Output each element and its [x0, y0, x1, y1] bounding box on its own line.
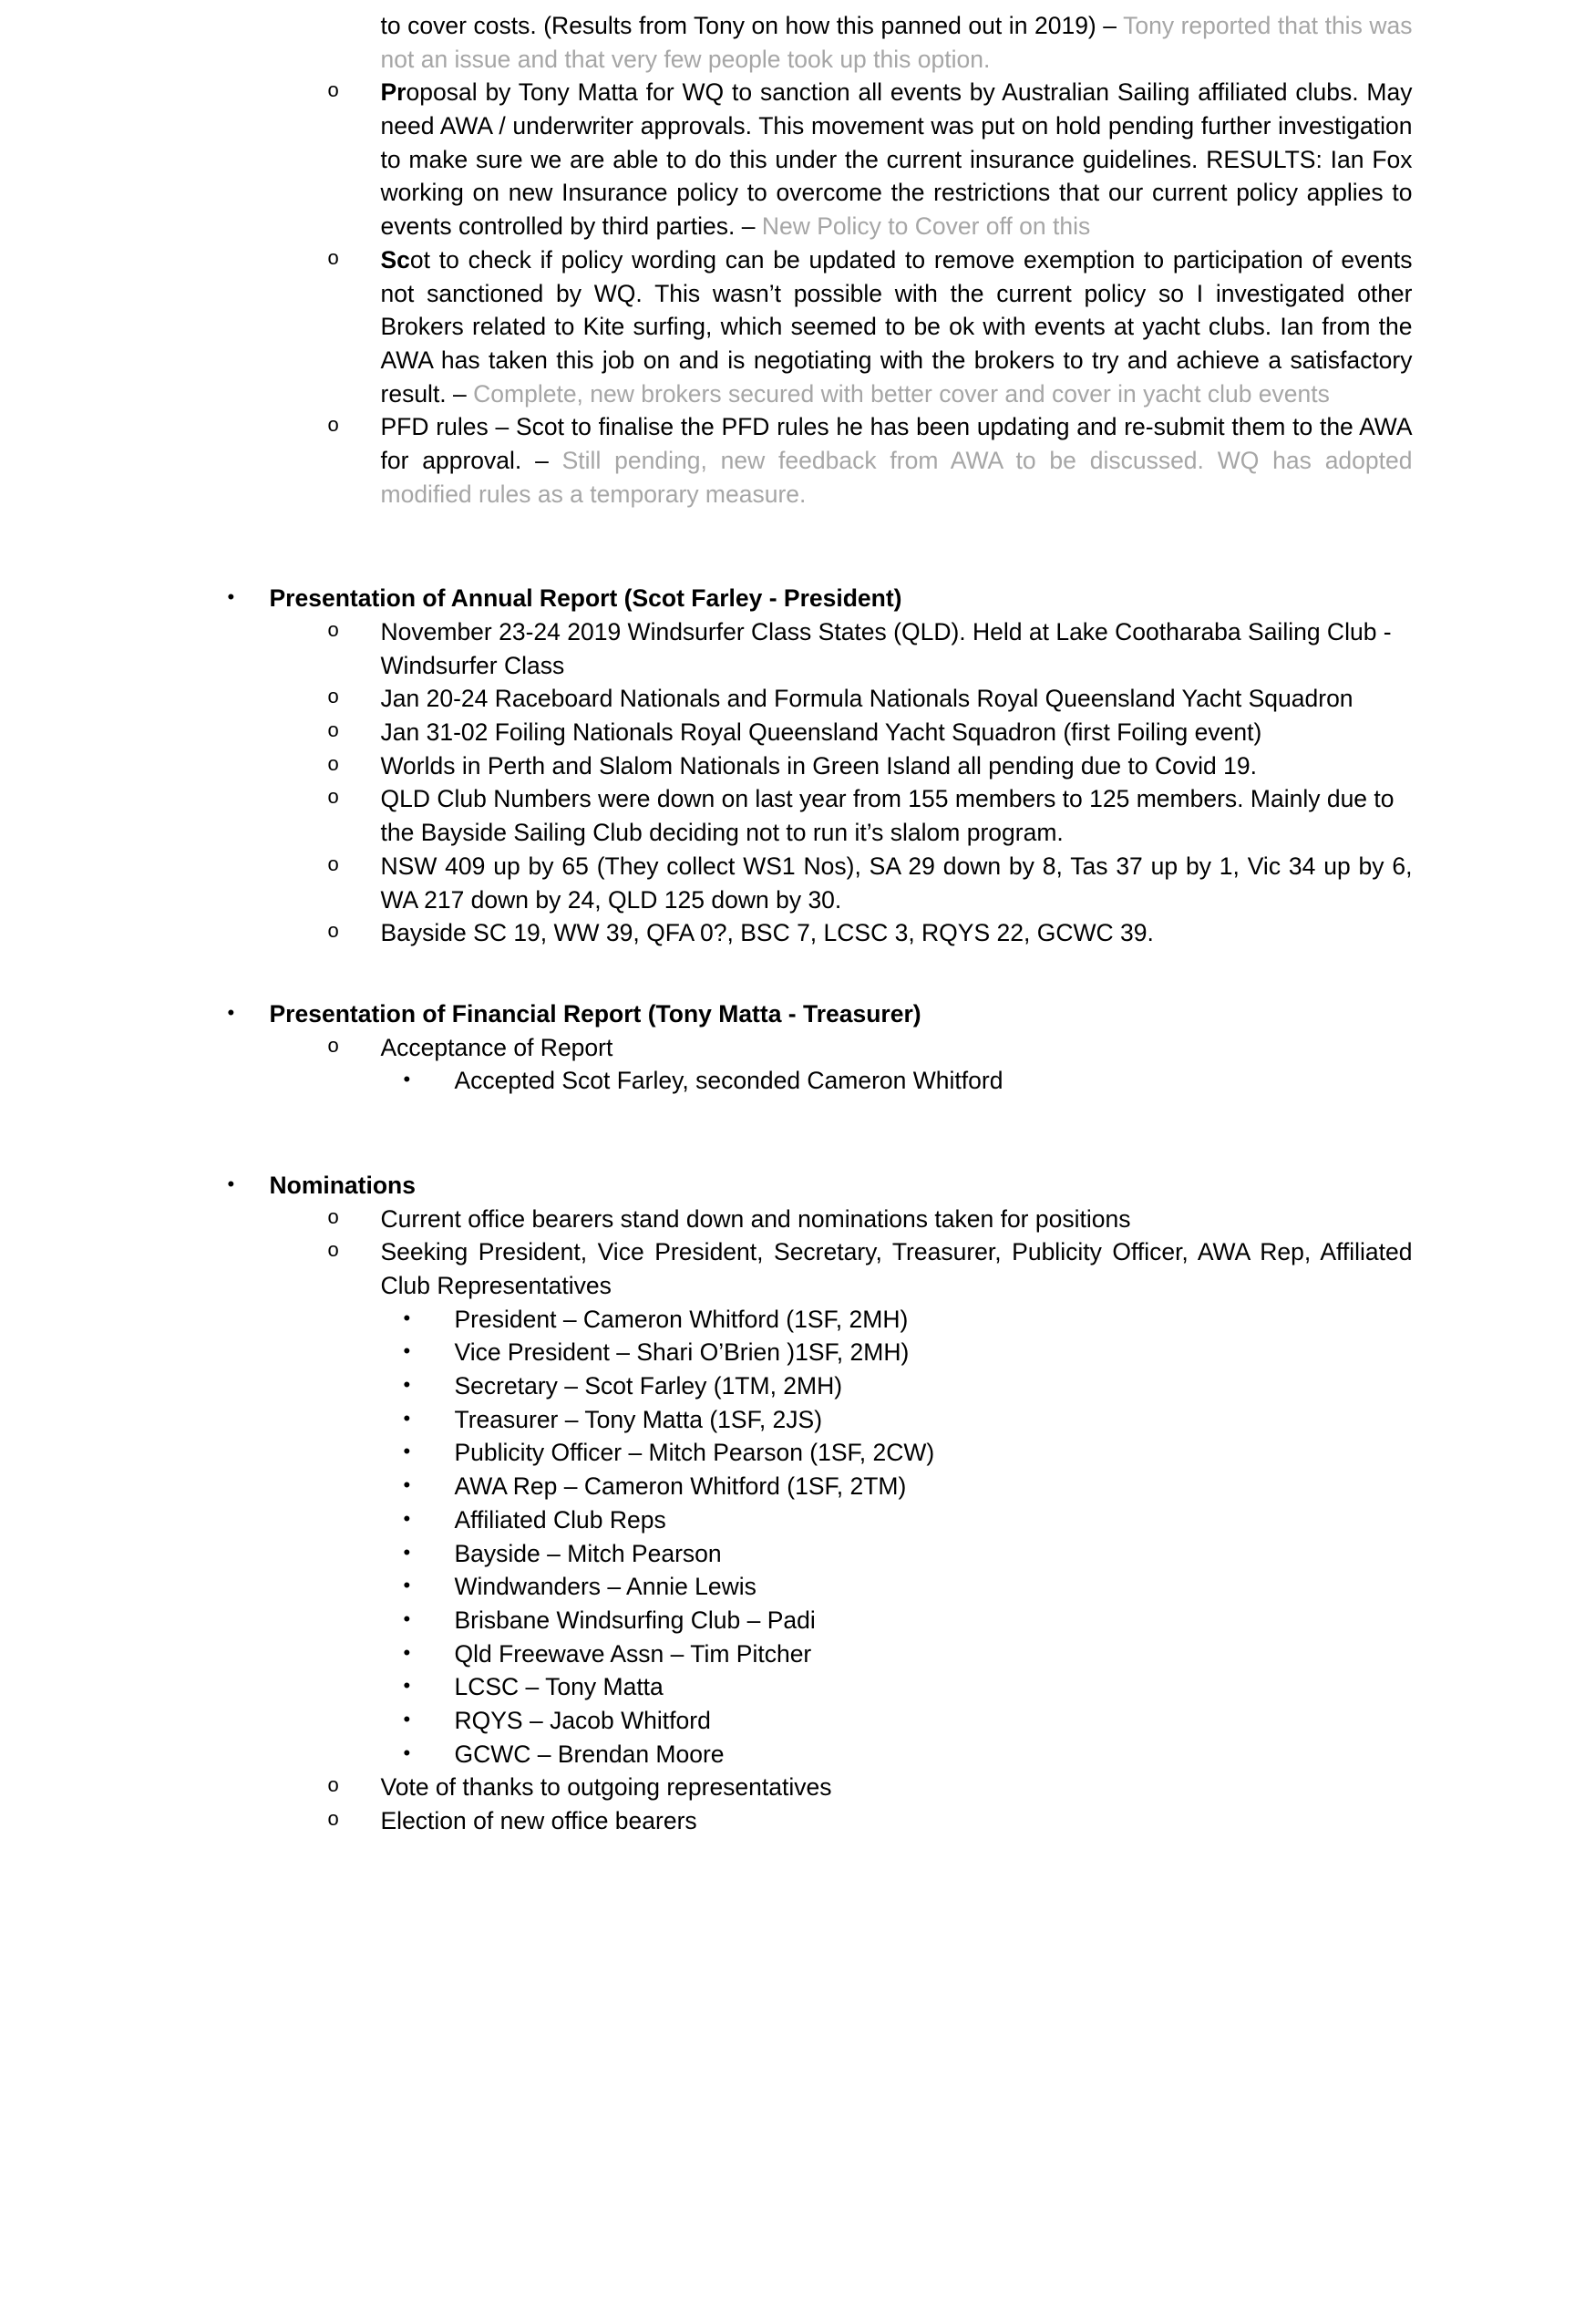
list-item-body: Windwanders – Annie Lewis — [454, 1573, 756, 1601]
list-item-body: GCWC – Brendan Moore — [454, 1740, 725, 1768]
hollow-bullet-icon: o — [327, 618, 339, 641]
vertical-spacer — [173, 950, 1413, 997]
list-item-body: Presentation of Financial Report (Tony Matta - Treasurer) — [269, 999, 921, 1028]
list-item — [404, 1537, 1413, 1571]
round-bullet-icon: • — [403, 1473, 411, 1497]
list-item-text — [455, 1403, 1413, 1437]
list-item-body: Accepted Scot Farley, seconded Cameron Whitford — [454, 1067, 1003, 1095]
list-item-text — [270, 582, 1413, 615]
vertical-spacer — [173, 1098, 1413, 1169]
list-item — [404, 1403, 1413, 1437]
hollow-bullet-icon: o — [327, 413, 339, 437]
list-item — [404, 1570, 1413, 1604]
list-item-text — [381, 1804, 1413, 1838]
list-item-text — [455, 1336, 1413, 1369]
list-item-body: NSW 409 up by 65 (They collect WS1 Nos), SA 29 down by 8, Tas 37 up by 1, Vic 34 up by 6, WA 217 down by 24, QLD 125 down by 30. — [380, 852, 1413, 914]
list-item-text — [381, 850, 1413, 916]
list-item-body: Current office bearers stand down and nominations taken for positions — [380, 1204, 1131, 1233]
list-item — [404, 1670, 1413, 1704]
hollow-bullet-icon: o — [327, 785, 339, 809]
list-item — [228, 997, 1413, 1031]
round-bullet-icon: • — [403, 1740, 411, 1764]
hollow-bullet-icon: o — [327, 1238, 339, 1262]
list-item-body: Affiliated Club Reps — [454, 1505, 666, 1534]
list-item-text — [455, 1704, 1413, 1738]
list-item-body: Treasurer – Tony Matta (1SF, 2JS) — [454, 1405, 823, 1433]
list-item-text — [381, 243, 1413, 410]
list-item — [404, 1436, 1413, 1470]
list-item-body: RQYS – Jacob Whitford — [454, 1706, 711, 1734]
list-item-text — [455, 1303, 1413, 1337]
round-bullet-icon: • — [227, 1000, 235, 1024]
list-item — [404, 1503, 1413, 1537]
list-item-body: Acceptance of Report — [380, 1033, 613, 1061]
hollow-bullet-icon: o — [327, 1807, 339, 1830]
round-bullet-icon: • — [403, 1440, 411, 1463]
list-item-text — [381, 682, 1413, 716]
list-item — [328, 1203, 1413, 1236]
hollow-bullet-icon: o — [327, 718, 339, 742]
list-item-text — [381, 749, 1413, 783]
list-item — [328, 916, 1413, 950]
list-item-text — [455, 1604, 1413, 1637]
list-item-text — [455, 1570, 1413, 1604]
round-bullet-icon: • — [403, 1506, 411, 1530]
list-item-body: Jan 31-02 Foiling Nationals Royal Queensland Yacht Squadron (first Foiling event) — [380, 718, 1262, 747]
list-item — [404, 1738, 1413, 1771]
list-item — [404, 1064, 1413, 1098]
continuation-text: to cover costs. (Results from Tony on how this panned out in 2019) – — [380, 12, 1124, 39]
round-bullet-icon: • — [403, 1574, 411, 1597]
list-item-body: Brisbane Windsurfing Club – Padi — [454, 1606, 816, 1634]
list-item-body: PFD rules – Scot to finalise the PFD rules he has been updating and re-submit them to the AWA for approval. – — [380, 413, 1413, 474]
list-item-body: QLD Club Numbers were down on last year from 155 members to 125 members. Mainly due to the Bayside Sailing Club deciding not to run it’s slalom program. — [380, 785, 1395, 847]
round-bullet-icon: • — [403, 1674, 411, 1698]
list-item — [328, 1804, 1413, 1838]
round-bullet-icon: • — [403, 1068, 411, 1091]
hollow-bullet-icon: o — [327, 1773, 339, 1797]
round-bullet-icon: • — [403, 1406, 411, 1430]
vertical-spacer — [173, 511, 1413, 582]
list-item — [404, 1336, 1413, 1369]
list-item — [328, 410, 1413, 511]
list-item — [328, 1235, 1413, 1302]
list-item-body: Secretary – Scot Farley (1TM, 2MH) — [454, 1372, 843, 1400]
list-item-lead: Pr — [380, 78, 407, 107]
list-item-text — [455, 1537, 1413, 1571]
round-bullet-icon: • — [403, 1540, 411, 1564]
list-item — [328, 1771, 1413, 1804]
list-item-lead: Sc — [380, 245, 410, 274]
list-item-body: Worlds in Perth and Slalom Nationals in Green Island all pending due to Covid 19. — [380, 751, 1257, 780]
list-item-body: LCSC – Tony Matta — [454, 1673, 664, 1701]
list-item-body: Publicity Officer – Mitch Pearson (1SF, 2CW) — [454, 1439, 935, 1467]
list-item-text — [270, 1169, 1413, 1203]
list-item-body: Nominations — [269, 1171, 416, 1199]
list-item-text — [381, 1031, 1413, 1065]
document-body — [173, 0, 1413, 1838]
list-item-annotation: Complete, new brokers secured with better cover and cover in yacht club events — [473, 379, 1330, 408]
hollow-bullet-icon: o — [327, 1033, 339, 1057]
list-item-text — [381, 916, 1413, 950]
list-item-body: oposal by Tony Matta for WQ to sanction all events by Australian Sailing affiliated clubs. May need AWA / underwriter approvals. This movement was put on hold pending further investigation to make sure we are able to do this under the current insurance guidelines. RESULTS: Ian Fox working on new Insurance policy to overcome the restrictions that our current policy applies to events controlled by third parties. – — [380, 78, 1413, 241]
list-item — [328, 682, 1413, 716]
list-item-body: Qld Freewave Assn – Tim Pitcher — [454, 1639, 812, 1668]
round-bullet-icon: • — [403, 1339, 411, 1363]
list-item-text — [381, 1235, 1413, 1302]
list-item — [328, 716, 1413, 749]
list-item — [404, 1704, 1413, 1738]
list-item-body: Jan 20-24 Raceboard Nationals and Formula Nationals Royal Queensland Yacht Squadron — [380, 685, 1353, 713]
list-item-annotation: Still pending, new feedback from AWA to be discussed. WQ has adopted modified rules as a temporary measure. — [380, 446, 1413, 508]
round-bullet-icon: • — [403, 1606, 411, 1630]
hollow-bullet-icon: o — [327, 852, 339, 875]
list-item-text — [381, 716, 1413, 749]
list-item — [404, 1604, 1413, 1637]
list-item — [328, 850, 1413, 916]
hollow-bullet-icon: o — [327, 78, 339, 102]
list-item-body: Bayside SC 19, WW 39, QFA 0?, BSC 7, LCSC 3, RQYS 22, GCWC 39. — [380, 919, 1154, 947]
list-item — [328, 1031, 1413, 1065]
list-item — [328, 615, 1413, 682]
list-item-body: Election of new office bearers — [380, 1807, 697, 1834]
list-item — [228, 1169, 1413, 1203]
list-item-annotation: New Policy to Cover off on this — [761, 212, 1091, 241]
round-bullet-icon: • — [403, 1640, 411, 1664]
list-item — [404, 1369, 1413, 1403]
round-bullet-icon: • — [403, 1373, 411, 1397]
list-item-text — [455, 1436, 1413, 1470]
list-item-text — [455, 1369, 1413, 1403]
list-item — [404, 1303, 1413, 1337]
list-item-text — [270, 997, 1413, 1031]
list-item — [404, 1470, 1413, 1503]
list-item — [228, 582, 1413, 615]
round-bullet-icon: • — [403, 1306, 411, 1329]
round-bullet-icon: • — [403, 1707, 411, 1730]
list-item-body: Vote of thanks to outgoing representatives — [380, 1773, 832, 1802]
hollow-bullet-icon: o — [327, 1204, 339, 1228]
list-item-text — [455, 1064, 1413, 1098]
list-item-body: Presentation of Annual Report (Scot Farley - President) — [269, 584, 902, 613]
list-item-text — [455, 1503, 1413, 1537]
list-item-text — [381, 1203, 1413, 1236]
hollow-bullet-icon: o — [327, 919, 339, 943]
outline-list — [173, 76, 1413, 1837]
list-item-text — [381, 615, 1413, 682]
list-item-text — [455, 1470, 1413, 1503]
list-item-body: Bayside – Mitch Pearson — [454, 1539, 722, 1567]
list-item-body: Vice President – Shari O’Brien )1SF, 2MH) — [454, 1338, 910, 1367]
round-bullet-icon: • — [227, 1172, 235, 1195]
list-item — [328, 243, 1413, 410]
list-item-body: AWA Rep – Cameron Whitford (1SF, 2TM) — [454, 1472, 907, 1501]
list-item-body: November 23-24 2019 Windsurfer Class States (QLD). Held at Lake Cootharaba Sailing Club - Windsurfer Class — [380, 618, 1392, 679]
list-item-text — [381, 1771, 1413, 1804]
continuation-text-annotation: Tony reported that this was not an issue and that very few people took up this option. — [380, 12, 1413, 73]
list-item-text — [381, 410, 1413, 511]
list-item-text — [381, 782, 1413, 849]
list-item-text — [455, 1637, 1413, 1671]
list-item — [328, 76, 1413, 243]
list-item — [328, 749, 1413, 783]
round-bullet-icon: • — [227, 585, 235, 609]
continuation-paragraph — [381, 9, 1413, 76]
list-item — [404, 1637, 1413, 1671]
list-item-text — [455, 1738, 1413, 1771]
list-item-text — [381, 76, 1413, 243]
hollow-bullet-icon: o — [327, 245, 339, 269]
list-item-text — [455, 1670, 1413, 1704]
list-item-body: Seeking President, Vice President, Secretary, Treasurer, Publicity Officer, AWA Rep, Affiliated Club Representatives — [380, 1238, 1413, 1299]
list-item — [328, 782, 1413, 849]
hollow-bullet-icon: o — [327, 751, 339, 775]
hollow-bullet-icon: o — [327, 685, 339, 708]
list-item-body: President – Cameron Whitford (1SF, 2MH) — [454, 1305, 909, 1333]
list-item-body: ot to check if policy wording can be updated to remove exemption to participation of events not sanctioned by WQ. This wasn’t possible with the current policy so I investigated other Brokers related to Kite surfing, which seemed to be ok with events at yacht clubs. Ian from the AWA has taken this job on and is negotiating with the brokers to try and achieve a satisfactory result. – — [380, 245, 1413, 408]
